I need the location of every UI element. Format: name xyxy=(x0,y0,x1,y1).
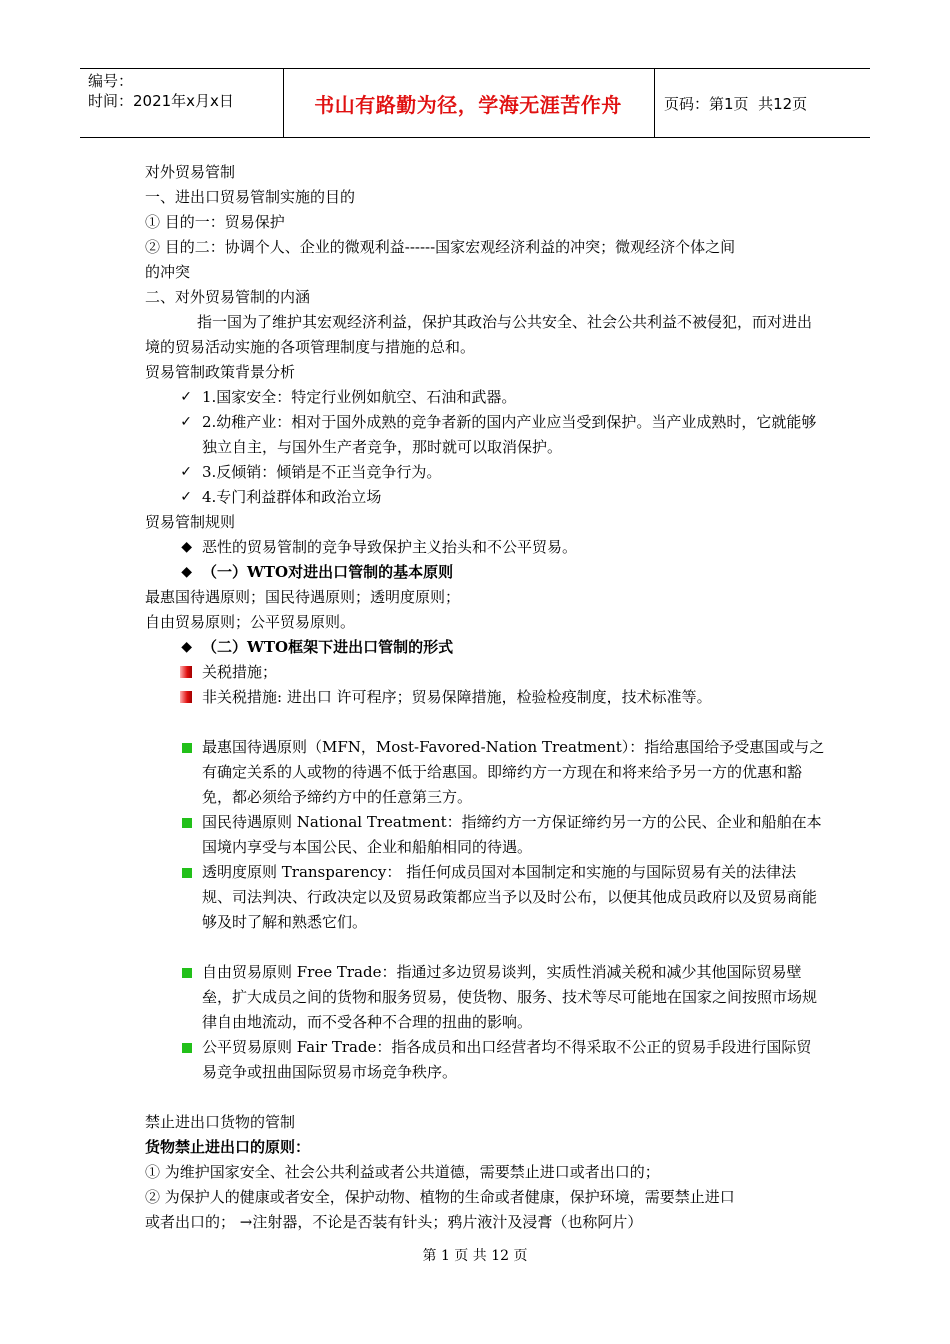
list-item: ◆ （一）WTO对进出口管制的基本原则 xyxy=(145,560,825,585)
green-square-bullet-icon xyxy=(182,868,192,878)
diamond-bullet-icon: ◆ xyxy=(181,539,192,555)
list-item: 公平贸易原则 Fair Trade：指各成员和出口经营者均不得采取不公正的贸易手段进行国际贸易竞争或扭曲国际贸易市场竞争秩序。 xyxy=(145,1035,825,1085)
list-item: 透明度原则 Transparency： 指任何成员国对本国制定和实施的与国际贸易有关的法律法规、司法判决、行政决定以及贸易政策都应当予以及时公布，以便其他成员政府以及贸易商能够及时了解和熟悉它们。 xyxy=(145,860,825,935)
list-item: 最惠国待遇原则（MFN，Most-Favored-Nation Treatment）：指给惠国给予受惠国或与之有确定关系的人或物的待遇不低于给惠国。即缔约方一方现在和将来给予另一方的优惠和豁免，都必须给予缔约方中的任意第三方。 xyxy=(145,735,825,810)
paragraph: 最惠国待遇原则；国民待遇原则；透明度原则； xyxy=(145,588,461,606)
section-heading: 贸易管制规则 xyxy=(145,513,236,531)
section-heading: 禁止进出口货物的管制 xyxy=(145,1113,296,1131)
list-item: ✓ 4.专门利益群体和政治立场 xyxy=(145,485,825,510)
spacer xyxy=(145,710,825,735)
page-footer: 第 1 页 共 12 页 xyxy=(422,1248,528,1264)
page-header xyxy=(80,68,870,138)
paragraph: 或者出口的； →注射器，不论是否装有针头；鸦片液汁及浸膏（也称阿片） xyxy=(145,1213,643,1231)
green-square-bullet-icon xyxy=(182,743,192,753)
paragraph: ② 目的二：协调个人、企业的微观利益------国家宏观经济利益的冲突；微观经济个体之间 xyxy=(145,238,736,256)
list-item: 非关税措施: 进出口 许可程序；贸易保障措施，检验检疫制度，技术标准等。 xyxy=(145,685,825,710)
list-item: ✓ 2.幼稚产业：相对于国外成熟的竞争者新的国内产业应当受到保护。当产业成熟时，它就能够独立自主，与国外生产者竞争，那时就可以取消保护。 xyxy=(145,410,825,460)
list-item: ✓ 1.国家安全：特定行业例如航空、石油和武器。 xyxy=(145,385,825,410)
section-heading: 二、对外贸易管制的内涵 xyxy=(145,288,311,306)
diamond-bullet-icon: ◆ xyxy=(181,564,192,580)
checkmark-icon: ✓ xyxy=(180,389,192,405)
list-item: ◆ （二）WTO框架下进出口管制的形式 xyxy=(145,635,825,660)
list-item: ◆ 恶性的贸易管制的竞争导致保护主义抬头和不公平贸易。 xyxy=(145,535,825,560)
doc-title: 对外贸易管制 xyxy=(145,163,236,181)
checkmark-icon: ✓ xyxy=(180,464,192,480)
section-heading: 一、进出口贸易管制实施的目的 xyxy=(145,188,356,206)
list-item: 国民待遇原则 National Treatment：指缔约方一方保证缔约另一方的公民、企业和船舶在本国境内享受与本国公民、企业和船舶相同的待遇。 xyxy=(145,810,825,860)
document-body xyxy=(145,160,825,1235)
green-square-bullet-icon xyxy=(182,1043,192,1053)
paragraph: 指一国为了维护其宏观经济利益，保护其政治与公共安全、社会公共利益不被侵犯，而对进出境的贸易活动实施的各项管理制度与措施的总和。 xyxy=(145,313,813,356)
red-square-bullet-icon xyxy=(180,691,192,703)
header-meta xyxy=(88,71,278,111)
diamond-bullet-icon: ◆ xyxy=(181,639,192,655)
header-motto: 书山有路勤为径，学海无涯苦作舟 xyxy=(314,92,622,117)
green-square-bullet-icon xyxy=(182,968,192,978)
spacer xyxy=(145,1085,825,1110)
paragraph: ② 为保护人的健康或者安全，保护动物、植物的生命或者健康，保护环境，需要禁止进口 xyxy=(145,1188,735,1206)
list-item: 自由贸易原则 Free Trade：指通过多边贸易谈判，实质性消减关税和减少其他国际贸易壁垒，扩大成员之间的货物和服务贸易，使货物、服务、技术等尽可能地在国家之间按照市场规律自由地流动，而不受各种不合理的扭曲的影响。 xyxy=(145,960,825,1035)
red-square-bullet-icon xyxy=(180,666,192,678)
spacer xyxy=(145,935,825,960)
paragraph: ① 目的一：贸易保护 xyxy=(145,213,285,231)
section-heading: 贸易管制政策背景分析 xyxy=(145,363,296,381)
paragraph: 自由贸易原则；公平贸易原则。 xyxy=(145,613,356,631)
header-divider xyxy=(654,69,655,137)
green-square-bullet-icon xyxy=(182,818,192,828)
paragraph: 的冲突 xyxy=(145,263,191,281)
document-number-label: 编号： xyxy=(88,72,134,90)
list-item: ✓ 3.反倾销：倾销是不正当竞争行为。 xyxy=(145,460,825,485)
checkmark-icon: ✓ xyxy=(180,414,192,430)
document-date-label: 时间：2021年x月x日 xyxy=(88,92,234,110)
checkmark-icon: ✓ xyxy=(180,489,192,505)
section-subheading: 货物禁止进出口的原则： xyxy=(145,1138,311,1156)
list-item: 关税措施； xyxy=(145,660,825,685)
header-page-info: 页码：第1页 共12页 xyxy=(664,94,808,113)
paragraph: ① 为维护国家安全、社会公共利益或者公共道德，需要禁止进口或者出口的； xyxy=(145,1163,660,1181)
